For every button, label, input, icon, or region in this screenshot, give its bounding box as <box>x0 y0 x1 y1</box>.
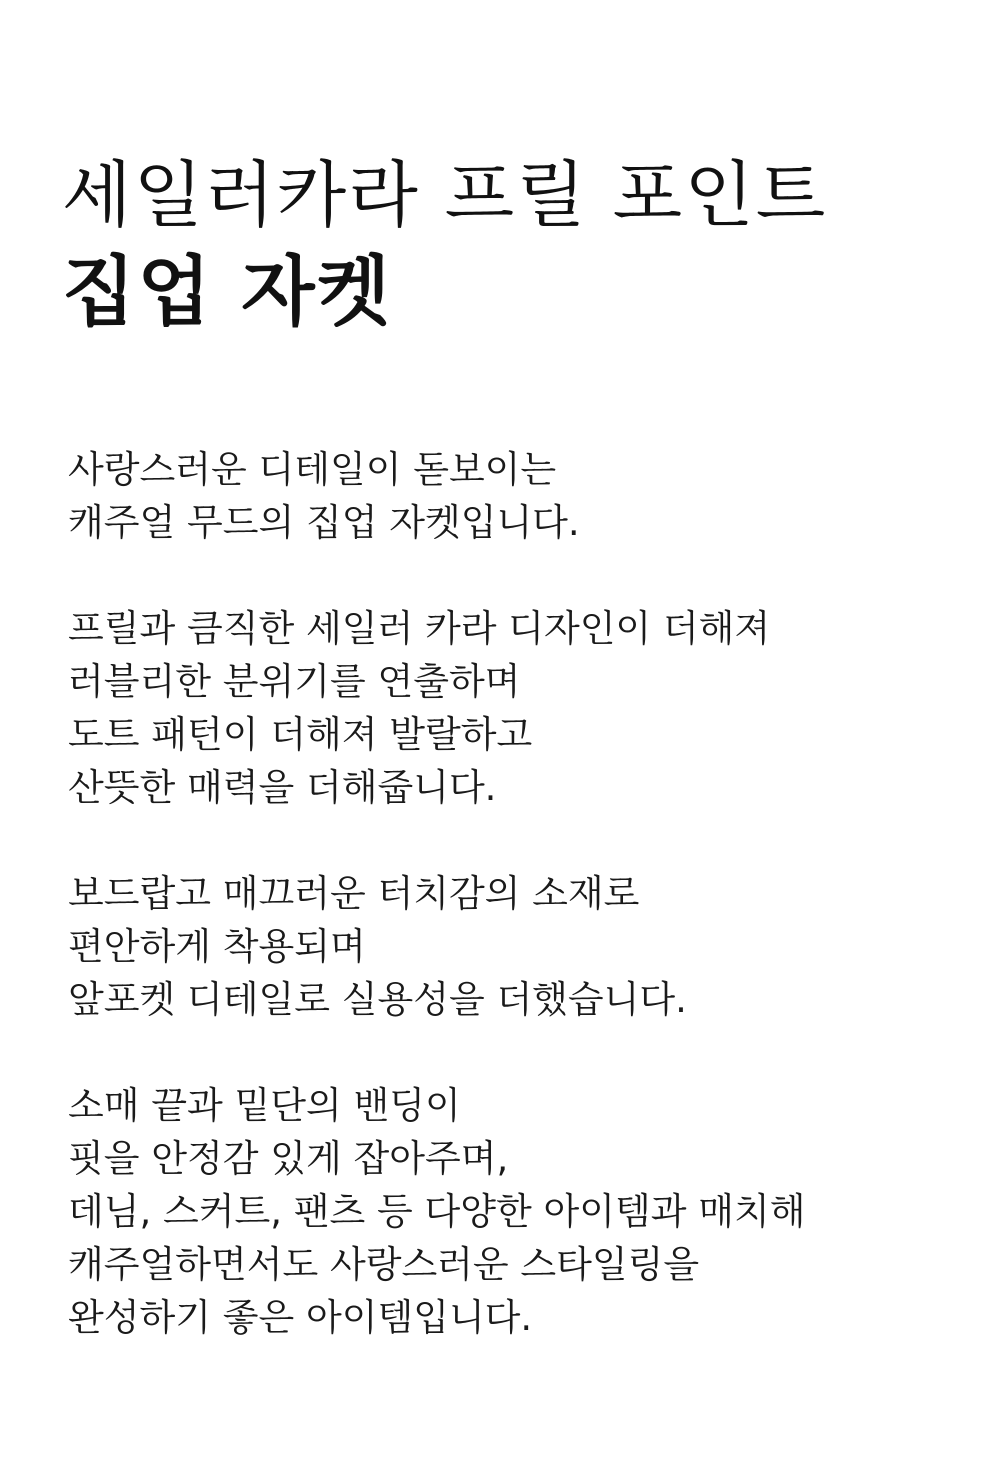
product-title <box>62 150 827 344</box>
description-line: 소매 끝과 밑단의 밴딩이 <box>68 1084 461 1127</box>
description-paragraph-1 <box>68 443 968 549</box>
description-line: 캐주얼 무드의 집업 자켓입니다. <box>68 501 580 544</box>
description-line: 보드랍고 매끄러운 터치감의 소재로 <box>68 872 640 915</box>
description-line: 캐주얼하면서도 사랑스러운 스타일링을 <box>68 1243 700 1286</box>
description-line: 완성하기 좋은 아이템입니다. <box>68 1296 533 1339</box>
description-line: 프릴과 큼직한 세일러 카라 디자인이 더해져 <box>68 607 771 650</box>
description-line: 핏을 안정감 있게 잡아주며, <box>68 1137 509 1180</box>
description-paragraph-3 <box>68 867 968 1026</box>
description-line: 산뜻한 매력을 더해줍니다. <box>68 766 497 809</box>
description-line: 사랑스러운 디테일이 돋보이는 <box>68 448 557 491</box>
product-title-line-1: 세일러카라 프릴 포인트 <box>62 153 828 237</box>
description-line: 앞포켓 디테일로 실용성을 더했습니다. <box>68 978 687 1021</box>
product-title-line-2: 집업 자켓 <box>62 247 393 336</box>
description-line: 데님, 스커트, 팬츠 등 다양한 아이템과 매치해 <box>68 1190 806 1233</box>
description-paragraph-4 <box>68 1079 968 1344</box>
description-line: 편안하게 착용되며 <box>68 925 366 968</box>
description-line: 도트 패턴이 더해져 발랄하고 <box>68 713 533 756</box>
description-body <box>68 443 968 1344</box>
description-line: 러블리한 분위기를 연출하며 <box>68 660 521 703</box>
description-paragraph-2 <box>68 602 968 814</box>
